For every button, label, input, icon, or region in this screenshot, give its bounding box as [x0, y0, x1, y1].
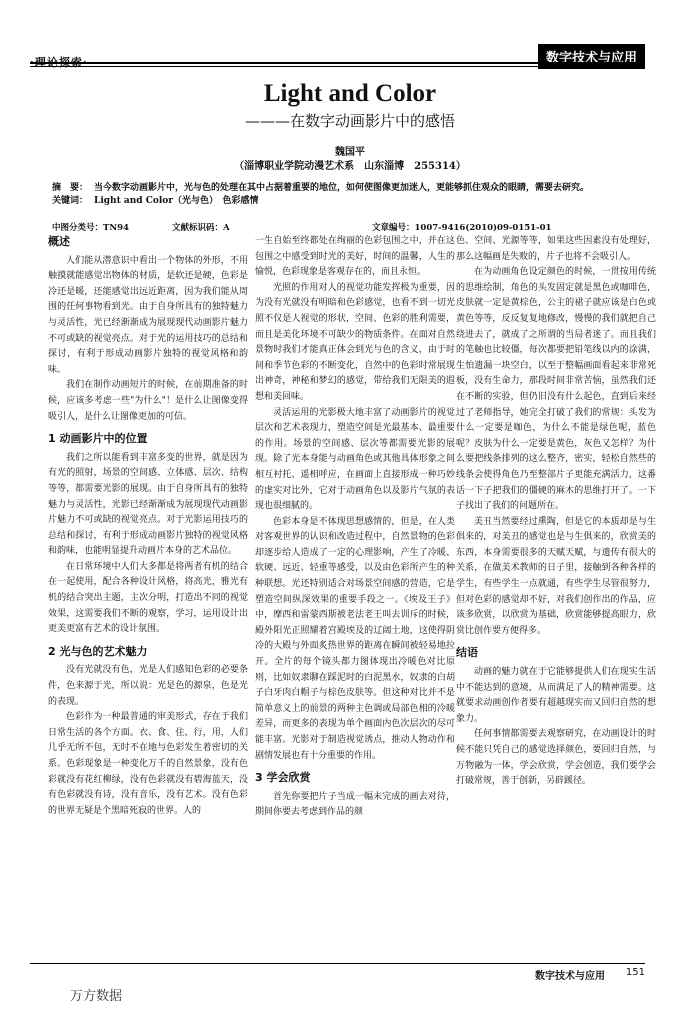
paragraph: 我们在制作动画短片的时候，在前期准备的时候，应该多考虑一些"为什么"！是什么让图像变得吸引人，是什么让图像更加的可信。: [48, 380, 248, 422]
paragraph: 首先你要把片子当成一幅未完成的画去对待，期间你要去考虑到作品的颜: [255, 791, 455, 818]
paragraph: 色彩本身是不体现思想感情的，但是，在人类对客观世界的认识和改造过程中，自然景物的色彩却逐步给人造成了一定的心理影响，产生了冷暖、软硬、远近、轻重等感受，以及由色彩所产生的种种联想。光还特别适合对场景空间感的营造，它是塑造空间纵深效果的重要手段之一。《埃及王子》中，摩西和雷蒙西斯被老法老王叫去训斥的时候，殿外阳光正照耀着宫殿埃及的辽阔土地，这使得阴冷的大殿与外面炙热世界的距离在瞬间被轻易地拉开。全片的每个镜头都力图体现出冷暖色对比原则，比如奴隶聊在踩泥时的白泥黑水，奴隶的白胡子白牙肉白帽子与棕色皮肤等。但这种对比并不是简单意义上的前景的两种主色调或局部色相的冷暖差异，而更多的表现为单个画面内色次层次的尽可能丰富。光影对于制造视觉诱点，推动人物动作和剧情发展也有十分重要的作用。: [255, 516, 455, 761]
footer-rule: [30, 963, 645, 964]
header-rule-thin: [30, 66, 645, 67]
article-number: 文章编号：1007-9416(2010)09-0151-01: [372, 223, 552, 233]
article-title: Light and Color: [263, 80, 437, 107]
paragraph: 人们能从潜意识中看出一个物体的外形，不用触摸就能感觉出物体的材质，是软还是硬，色彩是冷还是暖，还能感觉出远近距离，因为我们能从周围的任何事物看到光。由于自身所具有的独特魅力与灵活性，光已经渐渐成为展现现代动画影片魅力不可或缺的视觉亮点。对于光的运用技巧的总结和探讨，有利于形成动画影片独特的视觉风格和韵味。: [48, 255, 248, 375]
paragraph: 色、空间、光源等等，如果这些因素没有处理好，那么这幅画是失败的，片子也将不会吸引人。: [456, 236, 656, 262]
section-heading-2: 2 光与色的艺术魅力: [48, 644, 148, 658]
paragraph: 色彩作为一种最普通的审美形式，存在于我们日常生活的各个方面。衣、食、住、行，用，人们几乎无所不包，无时不在地与色彩发生着密切的关系。色彩现象是一种变化万千的自然景象，没有色彩就没有花红柳绿，没有色彩就没有碧海蓝天，没有色彩就没有诗，没有音乐，没有艺术。没有色彩的世界无疑是个黑暗死寂的世界。人的: [48, 712, 248, 816]
paragraph: 美丑当然要经过熏陶，但是它的本质却是与生俱来的，对美丑的感觉也是与生俱来的，欣赏美的东西，本身需要很多的天赋天赋，与遗传有很大的关系，在做美术教师的日子里，接触到各种各样的学生，有些学生一点就通，有些学生尽管很努力，但对色彩的感觉却不好，对我们创作出的作品，应该多欣赏，以欣赏为基础，欣赏能够提高眼力，欣赏比创作要方便得多。: [456, 516, 656, 636]
abstract-block: [52, 182, 642, 208]
wanfang-watermark: 万方数据: [70, 989, 123, 1004]
article-subtitle: ———在数字动画影片中的感悟: [244, 112, 455, 130]
paragraph: 我们之所以能看到丰富多变的世界，就是因为有光的照射，场景的空间感、立体感、层次、结构等等，都需要光影的展现。由于自身所具有的独特魅力与灵活性，光影已经渐渐成为展现现代动画影片魅力不可或缺的视觉亮点。对于光影运用技巧的总结和探讨，有利于形成动画影片独特的视觉风格和韵味，也能明显提升动画片本身的艺术品位。: [48, 452, 248, 557]
author-affiliation: （淄博职业学院动漫艺术系 山东淄博 255314）: [234, 161, 466, 172]
keywords-label: 关键词：: [52, 196, 89, 206]
abstract-label: 摘 要：: [52, 183, 89, 193]
paragraph: 在为动画角色设定颜色的时候，一贯按用传统的思维绘制，角色的头发固定就是黑色或咖啡色，皮肤就一定是黄棕色，公主的裙子就应该是白色或黄色等等，反反复复地修改，慢慢的我们就把自己绕进去了，就成了之所谓的当局者迷了。而且我们的笔触也比较僵，每次都要把铅笔线以内的涂满，生怕遗漏一块空白，以至于整幅画面看起来非常死板，没有生命力，那段时间非常苦恼，虽然我们还在不断的实验，但仍旧没有什么起色，直到后来经过了老师指导，她完全打破了我们的常规：头发为什么一定要是咖色，为什么不能是绿色呢，蓝色呢？皮肤为什么一定要是黄色，灰色又怎样？为什么要把线条排列的这么整齐，密实，轻松自然些的线条会使得角色乃至整部片子更能充满活力，这番话一下子把我们的僵硬的麻木的思维打开了。一下子找出了我们的问题所在。: [456, 267, 656, 512]
section-heading-1: 1 动画影片中的位置: [48, 432, 148, 446]
header-rule: [30, 62, 645, 64]
footer-journal-name: 数字技术与应用: [535, 971, 605, 982]
section-label: ·理论探索·: [30, 56, 88, 69]
keywords-text: Light and Color（光与色） 色彩感情: [94, 196, 259, 206]
column-middle: [255, 234, 455, 821]
abstract-text: 当今数字动画影片中，光与色的处理在其中占据着重要的地位，如何使图像更加迷人，更能够抓住观众的眼睛，需要去研究。: [94, 183, 590, 193]
author-name: 魏国平: [335, 147, 365, 158]
column-left: [48, 234, 248, 819]
journal-badge: 数字技术与应用: [538, 44, 645, 69]
column-right: [456, 234, 656, 790]
section-heading-3: 3 学会欣赏: [255, 771, 311, 785]
document-code: 文献标识码：A: [172, 223, 230, 233]
paragraph: 灵活运用的光影极大地丰富了动画影片的视觉层次和艺术表现力，塑造空间是光最基本、最重要的作用。场景的空间感、层次等都需要光影的展现。除了光本身能与动画角色或其他具体形象之间相互衬托、遥相呼应，在画面上直接形成一种巧妙的虚实对比外，它对于动画角色以及影片气氛的表现也很细腻的。: [255, 407, 455, 512]
paragraph: 光照的作用对人的视觉功能发挥极为重要，因为没有光就没有明暗和色彩感觉，也看不到一切光照不仅是人视觉的形状，空间、色彩的胜利需要，而且是美化环境不可缺少的物质条件。在面对自然景物时我们才能真正体会到光与色的含义，由于时间和季节色彩的不断变化，自然中的色彩时常展现出神奇，神秘和梦幻的感觉，带给我们无限美的遐想和美回味。: [255, 282, 455, 402]
paragraph: 任何事情都需要去观察研究，在动画设计的时候不能只凭自己的感觉选择颜色，要回归自然，与万物融为一体，学会欣赏，学会创造，我们要学会打破常规，善于创新，另辟蹊径。: [456, 729, 656, 787]
section-heading-conclusion: 结语: [456, 646, 478, 660]
paragraph: 在日常环境中人们大多都是将两者有机的结合在一起使用，配合各种设计风格，将高光，雅光有机的结合突出主题，主次分明，打造出不同的视觉效果，这需要我们不断的观察，学习，运用设计出更美更富有艺术的设计氛围。: [48, 561, 248, 635]
page-number: 151: [625, 967, 645, 978]
clc-number: 中图分类号：TN94: [52, 223, 129, 233]
paragraph: 没有光就没有色，光是人们感知色彩的必要条件，色来源于光，所以说：光是色的源泉，色是光的表现。: [48, 665, 248, 707]
paragraph: 动画的魅力就在于它能够提供人们在现实生活中不能达到的意境，从而满足了人的精神需要。这就要求动画创作者要有超越现实而又回归自然的想象力。: [456, 667, 656, 724]
section-heading-overview: 概述: [48, 235, 70, 248]
paragraph: 一生自始至终都处在绚丽的色彩包围之中，并在这包围之中感受到时光的美好，时间的温馨，人生的愉悦，色彩现象是客观存在的，而且永恒。: [255, 236, 455, 278]
